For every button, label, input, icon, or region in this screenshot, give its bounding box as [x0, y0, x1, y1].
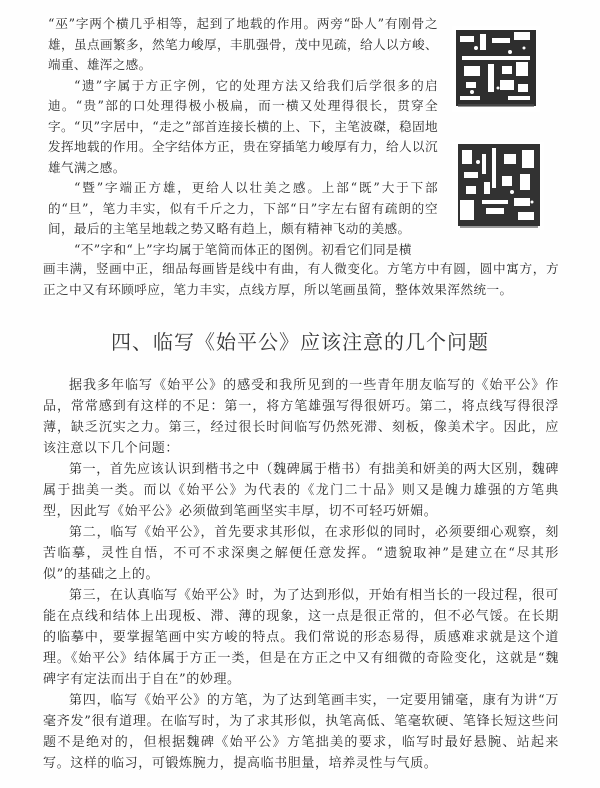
- section-heading: 四、临写《始平公》应该注意的几个问题: [111, 330, 489, 354]
- figure-rubbing-yi: [452, 26, 540, 112]
- figure-rubbing-ji: [452, 142, 544, 230]
- paragraph-continuation: 画丰满，竖画中正，细品每画皆是线中有曲，有人微变化。方笔方中有圆，圆中寓方，方正之中又有环顾呼应，笔力丰实，点线方厚，所以笔画虽简，整体效果浑然统一。: [43, 261, 559, 297]
- paragraph-second: 第二，临写《始平公》，首先要求其形似，在求形似的同时，必须要细心观察，刻苦临摹，灵性自悟，不可不求深奥之解便任意发挥。“遗貌取神”是建立在“尽其形似”的基础之上的。: [43, 525, 559, 582]
- paragraph-intro: 据我多年临写《始平公》的感受和我所见到的一些青年朋友临写的《始平公》作品，常常感到有这样的不足：第一，将方笔雄强写得很妍巧。第二，将点线写得很浮薄，缺乏沉实之力。第三，经过很长时间临写仍然死滞、刻板，像美术字。因此，应该注意以下几个问题：: [43, 378, 559, 456]
- paragraph-wu: “巫”字两个横几乎相等，起到了地载的作用。两旁“卧人”有刚骨之雄，虽点画繁多，然笔力峻厚，丰肌强骨，茂中见疏，给人以方峻、端重、雄浑之感。: [48, 16, 438, 72]
- top-commentary: [48, 14, 438, 260]
- paragraph-bu-shang: “不”字和“上”字均属于笔简而体正的图例。初看它们同是横: [74, 241, 412, 257]
- paragraph-third: 第三，在认真临写《始平公》时，为了达到形似，开始有相当长的一段过程，很可能在点线和结体上出现板、滞、薄的现象，这一点是很正常的，但不必气馁。在长期的临摹中，要掌握笔画中实方峻的特点。我们常说的形态易得，质感难求就是这个道理。《始平公》结体属于方正一类，但是在方正之中又有细微的奇险变化，这就是“魏碑字有定法而出于自在”的妙理。: [43, 588, 559, 687]
- paragraph-yi: “遗”字属于方正字例，它的处理方法又给我们后学很多的启迪。“贵”部的口处理得极小极扁，而一横又处理得很长，贯穿全字。“贝”字居中，“走之”部首连接长横的上、下，主笔波磔，稳固地发挥地载的作用。全字结体方正，贵在穿插笔力峻厚有力，给人以沉雄气满之感。: [48, 77, 438, 175]
- paragraph-first: 第一，首先应该认识到楷书之中（魏碑属于楷书）有拙美和妍美的两大区别，魏碑属于拙美一类。而以《始平公》为代表的《龙门二十品》则又是魄力雄强的方笔典型，因此写《始平公》必须做到笔画坚实丰厚，切不可轻巧妍媚。: [43, 462, 559, 519]
- section-four-body: [43, 375, 559, 774]
- paragraph-ji: “暨”字端正方雄，更给人以壮美之感。上部“既”大于下部的“旦”，笔力丰实，似有千斤之力，下部“日”字左右留有疏朗的空间，最后的主笔呈地载之势又略有趋上，颇有精神飞动的美感。: [48, 180, 438, 236]
- top-continuation: [43, 259, 559, 300]
- paragraph-fourth: 第四，临写《始平公》的方笔，为了达到笔画丰实，一定要用铺毫，康有为讲“万毫齐发”很有道理。在临写时，为了求其形似，执笔高低、笔毫软硬、笔锋长短这些问题不是绝对的，但根据魏碑《始平公》方笔拙美的要求，临写时最好悬腕、站起来写。这样的临习，可锻炼腕力，提高临书胆量，培养灵性与气质。: [43, 693, 559, 771]
